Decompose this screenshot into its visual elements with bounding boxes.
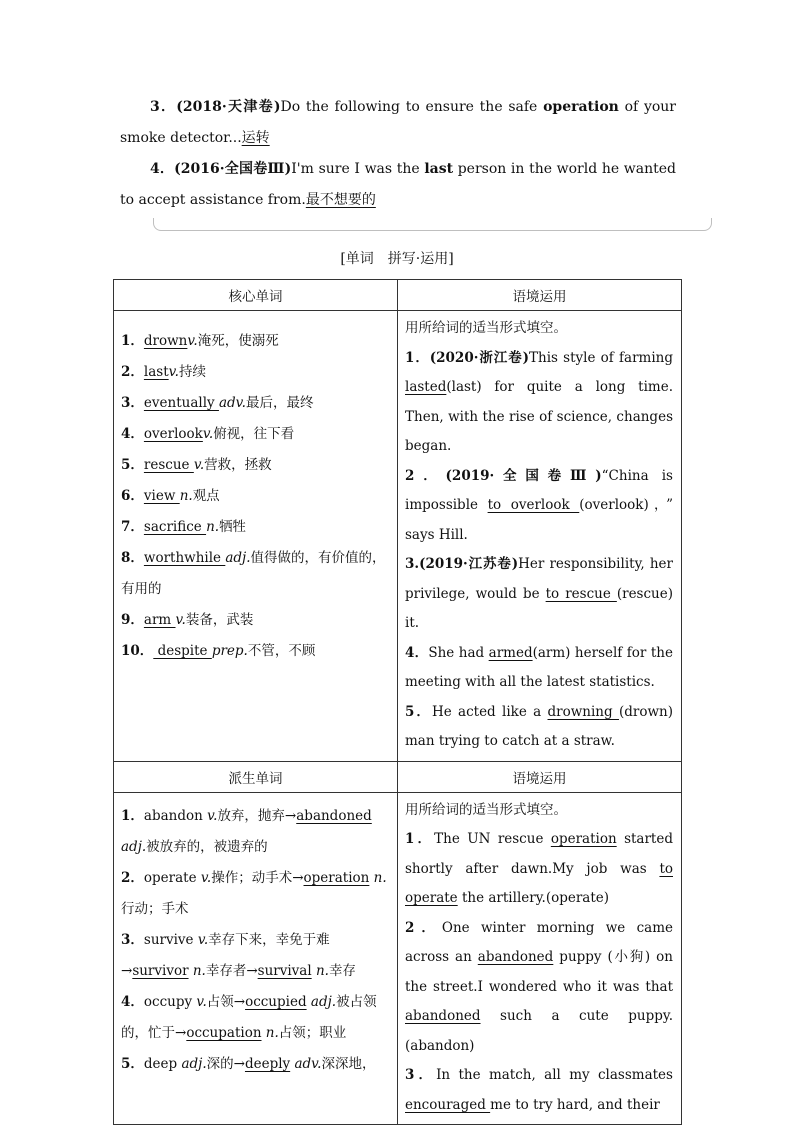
instruction: 用所给词的适当形式填空。 xyxy=(405,320,567,336)
meaning: 最后，最终 xyxy=(245,395,314,411)
context-item xyxy=(405,550,673,639)
example-text: of your smoke detector... xyxy=(120,99,676,146)
table-header-row xyxy=(114,761,682,792)
meaning: 牺牲 xyxy=(219,519,247,535)
part-of-speech: adj. xyxy=(181,1055,207,1072)
header-context: 语境运用 xyxy=(398,761,682,792)
derived-word-item xyxy=(121,863,391,925)
core-word-item xyxy=(121,450,391,481)
core-word-item xyxy=(121,419,391,450)
answer-blank: abandoned xyxy=(405,1008,481,1024)
core-word-item xyxy=(121,636,391,667)
answer-blank: arm xyxy=(143,612,176,628)
part-of-speech: v. xyxy=(168,364,179,380)
part-of-speech: n. xyxy=(179,488,193,504)
example-keyword: operation xyxy=(543,99,619,115)
instruction: 用所给词的适当形式填空。 xyxy=(405,801,567,818)
meaning: 值得做的，有价值的，有用的 xyxy=(121,550,386,597)
item-text: This style of farming xyxy=(529,349,673,366)
item-number: 5． xyxy=(121,457,144,473)
example-3 xyxy=(120,92,676,154)
item-number: 2． xyxy=(121,364,144,380)
derived-word-item xyxy=(121,801,391,863)
example-source: (2016·全国卷Ⅲ) xyxy=(174,161,292,177)
meaning: 行动；手术 xyxy=(121,900,189,917)
part-of-speech: v. xyxy=(202,426,214,442)
answer-blank: eventually xyxy=(143,395,219,411)
item-number: 5． xyxy=(121,1055,144,1072)
item-text: The UN rescue xyxy=(434,831,551,847)
answer-blank: abandoned xyxy=(296,807,372,824)
context-item xyxy=(405,462,673,551)
meaning: 不管，不顾 xyxy=(247,643,316,659)
item-text: the artillery.(operate) xyxy=(457,890,610,906)
context-item xyxy=(405,639,673,698)
example-source: (2018·天津卷) xyxy=(176,99,281,115)
header-derived-words: 派生单词 xyxy=(114,761,398,792)
meaning: 放弃，抛弃→ xyxy=(217,807,297,824)
part-of-speech: v. xyxy=(200,869,212,886)
table-row xyxy=(114,792,682,1125)
part-of-speech: n. xyxy=(311,962,329,979)
meaning: 被放弃的，被遗弃的 xyxy=(146,838,268,855)
example-number: 4． xyxy=(150,161,175,177)
answer-blank: lasted xyxy=(405,379,447,395)
answer-blank: operation xyxy=(303,869,370,886)
item-text: (overlook)，” says Hill. xyxy=(405,497,673,543)
derived-word-item xyxy=(121,1049,391,1080)
answer-blank: survival xyxy=(257,962,312,979)
meaning: 持续 xyxy=(178,364,206,380)
answer-blank: drown xyxy=(143,333,188,349)
core-word-item xyxy=(121,512,391,543)
item-text: started shortly after dawn.My job was xyxy=(405,831,673,877)
word: abandon xyxy=(143,807,208,824)
answer-blank: occupation xyxy=(186,1024,262,1041)
word: operate xyxy=(143,869,201,886)
part-of-speech: v. xyxy=(175,612,186,628)
answer-blank: worthwhile xyxy=(143,550,226,566)
section-title: [单词 拼写·运用] xyxy=(340,251,454,267)
table-row xyxy=(114,311,682,762)
item-text: “China is impossible xyxy=(405,467,673,513)
item-number: 3． xyxy=(121,395,144,411)
example-answer: 运转 xyxy=(241,130,270,146)
answer-blank: survivor xyxy=(132,962,189,979)
item-number: 6． xyxy=(121,488,144,504)
answer-blank: deeply xyxy=(244,1055,291,1072)
part-of-speech: adv. xyxy=(290,1055,322,1072)
meaning: 俯视，往下看 xyxy=(213,426,295,442)
part-of-speech: n. xyxy=(261,1024,279,1041)
example-4 xyxy=(120,154,676,216)
item-source: (2020·浙江卷) xyxy=(429,349,530,366)
answer-blank: operation xyxy=(550,831,617,847)
item-number: 1． xyxy=(121,333,144,349)
part-of-speech: v. xyxy=(196,993,207,1010)
item-text: me to try hard, and their xyxy=(490,1096,660,1113)
item-number: 4． xyxy=(121,426,144,442)
example-text: Do the following to ensure the safe xyxy=(280,99,544,115)
part-of-speech: n. xyxy=(206,519,220,535)
core-word-item xyxy=(121,388,391,419)
answer-blank: view xyxy=(143,488,180,504)
derived-context-cell xyxy=(398,792,682,1125)
example-number: 3． xyxy=(150,99,177,115)
vocab-table xyxy=(113,279,682,1125)
context-item xyxy=(405,914,673,1062)
part-of-speech: v. xyxy=(197,931,209,948)
derived-word-item xyxy=(121,987,391,1049)
answer-blank: occupied xyxy=(245,993,307,1010)
answer-blank: rescue xyxy=(143,457,194,473)
answer-blank: encouraged xyxy=(405,1096,491,1113)
context-item xyxy=(405,698,673,757)
derived-word-item xyxy=(121,925,391,987)
part-of-speech: v. xyxy=(207,807,218,824)
core-word-item xyxy=(121,357,391,388)
answer-blank: sacrifice xyxy=(143,519,207,535)
core-context-cell xyxy=(398,311,682,762)
item-number: 1． xyxy=(405,349,430,366)
answer-blank: overlook xyxy=(143,426,203,442)
core-words-cell xyxy=(114,311,398,762)
header-context: 语境运用 xyxy=(398,280,682,311)
part-of-speech: prep. xyxy=(211,643,248,659)
word: occupy xyxy=(143,993,197,1010)
answer-blank: to overlook xyxy=(487,497,580,513)
context-item xyxy=(405,1061,673,1120)
item-text: He acted like a xyxy=(431,703,548,720)
item-text: (rescue) it. xyxy=(405,585,673,631)
item-text: puppy (小狗) on the street.I wondered who it was that xyxy=(405,949,673,995)
answer-blank: drowning xyxy=(547,703,619,720)
meaning: 幸存 xyxy=(328,962,356,979)
meaning: 幸存者→ xyxy=(205,962,258,979)
meaning: 观点 xyxy=(192,488,220,504)
item-text: (arm) herself for the meeting with all the latest statistics. xyxy=(405,644,673,690)
item-number: 1． xyxy=(121,807,144,824)
item-number: 5． xyxy=(405,703,432,720)
item-number: 7． xyxy=(121,519,144,535)
item-text: such a cute puppy.(abandon) xyxy=(405,1008,673,1054)
core-word-item xyxy=(121,326,391,357)
header-core-words: 核心单词 xyxy=(114,280,398,311)
item-number: 3． xyxy=(405,1067,437,1083)
part-of-speech: adj. xyxy=(225,550,251,566)
part-of-speech: n. xyxy=(369,869,387,886)
example-text: person in the world he wanted to accept assistance from. xyxy=(120,161,676,208)
answer-blank: to operate xyxy=(405,860,673,906)
item-number: 2． xyxy=(405,467,446,484)
item-number: 8． xyxy=(121,550,144,566)
meaning: 装备，武装 xyxy=(185,612,254,628)
context-item xyxy=(405,825,673,914)
section-divider xyxy=(153,218,712,231)
meaning: 深深地， xyxy=(321,1055,376,1072)
word: deep xyxy=(143,1055,182,1072)
meaning: 营救，拯救 xyxy=(204,457,272,473)
core-word-item xyxy=(121,543,391,605)
part-of-speech: adj. xyxy=(306,993,337,1010)
word: survive xyxy=(143,931,198,948)
table-header-row xyxy=(114,280,682,311)
part-of-speech: n. xyxy=(188,962,206,979)
meaning: 占领；职业 xyxy=(278,1024,347,1041)
answer-blank: last xyxy=(143,364,169,380)
item-number: 2． xyxy=(405,919,442,936)
derived-words-cell xyxy=(114,792,398,1125)
item-number: 2． xyxy=(121,869,144,886)
answer-blank: armed xyxy=(488,644,533,661)
meaning: 操作；动手术→ xyxy=(211,869,304,886)
item-number: 10． xyxy=(121,643,154,659)
context-item xyxy=(405,344,673,462)
example-answer: 最不想要的 xyxy=(305,192,376,208)
meaning: 深的→ xyxy=(206,1055,245,1072)
answer-blank: abandoned xyxy=(477,949,554,965)
item-source: (2019·江苏卷) xyxy=(419,556,519,572)
item-source: (2019·全国卷Ⅲ) xyxy=(445,467,602,484)
part-of-speech: v. xyxy=(187,333,198,349)
meaning: 占领→ xyxy=(206,993,246,1010)
part-of-speech: adj. xyxy=(121,838,147,855)
item-text: One winter morning we came across an xyxy=(405,919,673,965)
item-text: Her responsibility, her privilege, would be xyxy=(405,556,673,602)
item-text: (last) for quite a long time. Then, with the rise of science, changes began. xyxy=(405,379,673,454)
item-number: 4． xyxy=(121,993,144,1010)
answer-blank: despite xyxy=(153,643,212,659)
core-word-item xyxy=(121,481,391,512)
meaning: 被占领的，忙于→ xyxy=(121,993,377,1041)
part-of-speech: adv. xyxy=(218,395,246,411)
meaning: 幸存下来，幸免于难→ xyxy=(121,931,330,979)
item-number: 3. xyxy=(405,556,420,572)
answer-blank: to rescue xyxy=(545,585,617,602)
meaning: 淹死，使溺死 xyxy=(197,333,279,349)
part-of-speech: v. xyxy=(193,457,205,473)
item-number: 3． xyxy=(121,931,144,948)
item-text: She had xyxy=(428,644,489,661)
item-text: In the match, all my classmates xyxy=(436,1067,673,1083)
example-keyword: last xyxy=(424,161,454,177)
item-text: (drown) man trying to catch at a straw. xyxy=(405,703,673,749)
item-number: 9． xyxy=(121,612,144,628)
item-number: 1． xyxy=(405,831,435,847)
example-text: I'm sure I was the xyxy=(291,161,425,177)
item-number: 4． xyxy=(405,644,429,661)
core-word-item xyxy=(121,605,391,636)
